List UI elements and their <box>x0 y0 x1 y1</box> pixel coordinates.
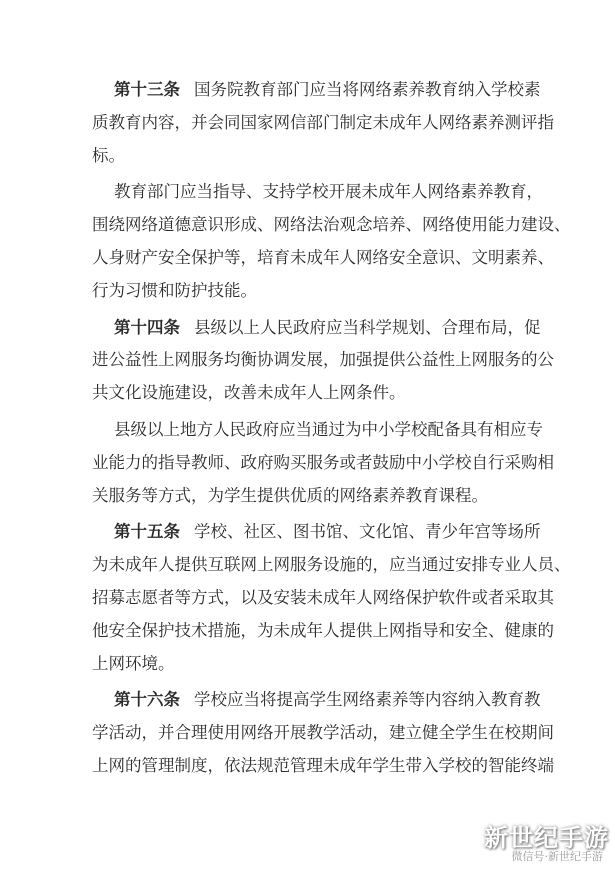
text-line: 上网的管理制度，依法规范管理未成年学生带入学校的智能终端 <box>92 755 554 775</box>
paragraph-article-16 <box>92 684 554 782</box>
text-line: 他安全保护技术措施，为未成年人提供上网指导和安全、健康的 <box>92 620 554 640</box>
text-line: 进公益性上网服务均衡协调发展，加强提供公益性上网服务的公 <box>92 350 554 370</box>
text-line: 为未成年人提供互联网上网服务设施的，应当通过安排专业人员、 <box>92 555 571 575</box>
article-number: 第十四条 <box>114 317 180 337</box>
article-number: 第十六条 <box>114 690 180 710</box>
article-number: 第十五条 <box>114 522 180 542</box>
text-line: 县级以上地方人民政府应当通过为中小学校配备具有相应专 <box>114 419 543 439</box>
text-line: 第十五条 学校、社区、图书馆、文化馆、青少年宫等场所 <box>114 522 541 542</box>
document-body <box>92 74 571 787</box>
text-line: 招募志愿者等方式，以及安装未成年人网络保护软件或者采取其 <box>92 587 554 607</box>
watermark-logo <box>484 818 609 868</box>
text-line: 共文化设施建设，改善未成年人上网条件。 <box>92 383 406 403</box>
text-line: 第十六条 学校应当将提高学生网络素养等内容纳入教育教 <box>114 690 541 710</box>
watermark-subtext: 微信号·新世纪手游 <box>511 850 603 863</box>
text-line: 上网环境。 <box>92 653 175 673</box>
text-line: 围绕网络道德意识形成、网络法治观念培养、网络使用能力建设、 <box>92 215 571 235</box>
paragraph-article-13-part-2 <box>92 176 571 307</box>
text-line: 业能力的指导教师、政府购买服务或者鼓励中小学校自行采购相 <box>92 452 554 472</box>
text-line: 第十四条 县级以上人民政府应当科学规划、合理布局，促 <box>114 317 541 337</box>
text-line: 关服务等方式，为学生提供优质的网络素养教育课程。 <box>92 485 488 505</box>
text-line: 第十三条 国务院教育部门应当将网络素养教育纳入学校素 <box>114 80 541 99</box>
text-line: 教育部门应当指导、支持学校开展未成年人网络素养教育， <box>114 182 543 202</box>
paragraph-article-13 <box>92 74 554 172</box>
paragraph-article-14 <box>92 312 554 410</box>
watermark-text: 新世纪手游 <box>484 824 609 852</box>
text-line: 标。 <box>92 145 125 165</box>
text-line: 学活动，并合理使用网络开展教学活动，建立健全学生在校期间 <box>92 723 554 743</box>
paragraph-article-14-part-2 <box>92 414 554 512</box>
text-line: 行为习惯和防护技能。 <box>92 280 257 300</box>
text-line: 质教育内容，并会同国家网信部门制定未成年人网络素养测评指 <box>92 112 554 132</box>
paragraph-article-15 <box>92 516 571 680</box>
article-number: 第十三条 <box>114 80 180 99</box>
text-line: 人身财产安全保护等，培育未成年人网络安全意识、文明素养、 <box>92 247 554 267</box>
